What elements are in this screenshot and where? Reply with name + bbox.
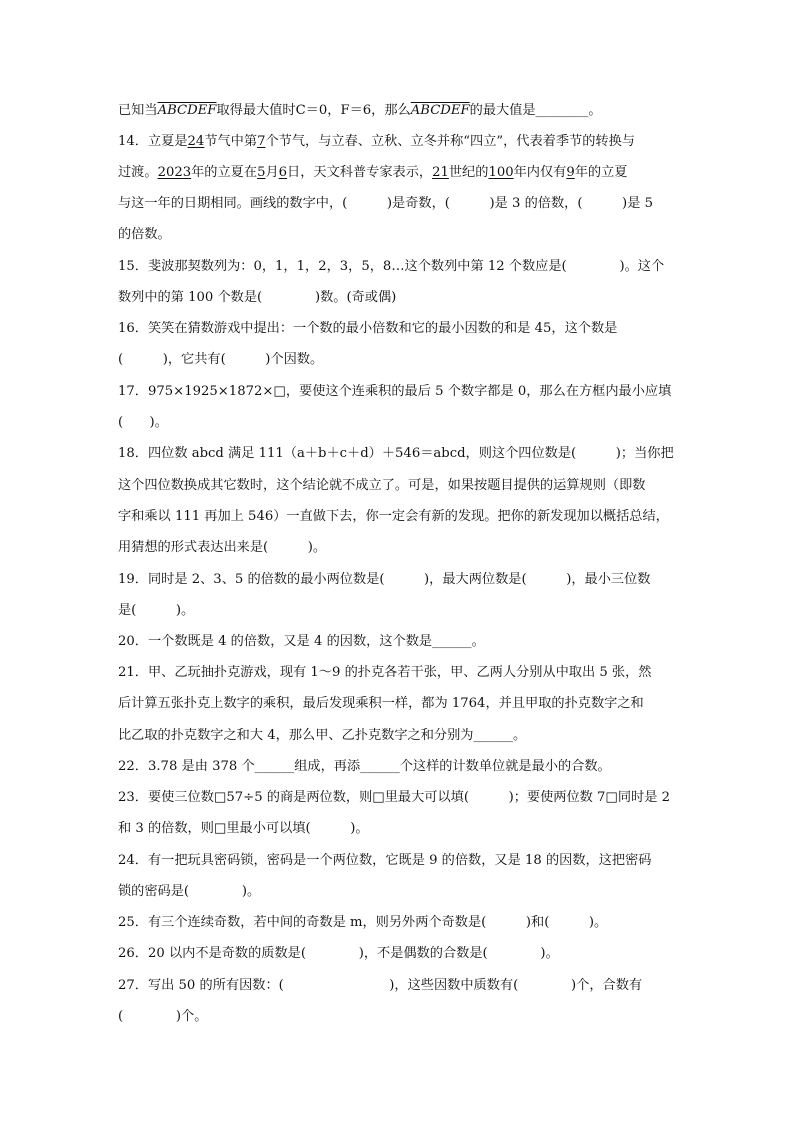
underlined-number: 100 — [488, 165, 514, 180]
text-segment: 个节气，与立春、立秋、立冬并称“四立”，代表着季节的转换与 — [265, 134, 635, 149]
underlined-number: 2023 — [157, 165, 192, 180]
text-segment: 已知当 — [118, 103, 158, 118]
text-segment: 的倍数。 — [118, 227, 171, 242]
text-segment: 25．有三个连续奇数，若中间的奇数是 m，则另外两个奇数是( )和( )。 — [118, 915, 608, 930]
text-segment: ( )个。 — [118, 1009, 208, 1024]
text-segment: 22．3.78 是由 378 个______组成，再添______个这样的计数单位就是最小的合数。 — [118, 759, 611, 774]
text-segment: 14．立夏是 — [118, 134, 188, 149]
text-line — [118, 570, 678, 590]
text-line — [118, 350, 678, 370]
text-line — [118, 163, 678, 183]
text-segment: 锁的密码是( )。 — [118, 884, 261, 899]
text-line — [118, 819, 678, 839]
text-line — [118, 663, 678, 683]
text-line — [118, 476, 678, 496]
text-segment: 18．四位数 abcd 满足 111（a＋b＋c＋d）＋546＝abcd，则这个四位数是( )；当你把 — [118, 446, 674, 461]
text-segment: 数列中的第 100 个数是( )数。(奇或偶) — [118, 290, 397, 305]
text-segment: 比乙取的扑克数字之和大 4，那么甲、乙扑克数字之和分别为______。 — [118, 728, 527, 743]
text-segment: 21．甲、乙玩抽扑克游戏，现有 1～9 的扑克各若干张，甲、乙两人分别从中取出 5 张，然 — [118, 665, 652, 680]
text-line — [118, 288, 678, 308]
text-line — [118, 1007, 678, 1027]
text-line — [118, 194, 678, 214]
text-segment: 年内仅有 — [513, 165, 567, 180]
text-segment: 27．写出 50 的所有因数：( )，这些因数中质数有( )个，合数有 — [118, 978, 643, 993]
text-segment: ( )。 — [118, 415, 168, 430]
text-line — [118, 882, 678, 902]
text-segment: 这个四位数换成其它数时，这个结论就不成立了。可是，如果按题目提供的运算规则（即数 — [118, 478, 646, 493]
text-segment: 和 3 的倍数，则□里最小可以填( )。 — [118, 821, 369, 836]
text-line — [118, 913, 678, 933]
text-line — [118, 225, 678, 245]
text-line — [118, 413, 678, 433]
text-segment: 年的立夏 — [574, 165, 628, 180]
overlined-number: ABCDEF — [410, 103, 470, 118]
text-segment: 的最大值是________。 — [469, 103, 602, 118]
underlined-number: 5 — [257, 165, 266, 180]
text-segment: 17．975×1925×1872×□，要使这个连乘积的最后 5 个数字都是 0，那么在方框内最小应填 — [118, 384, 672, 399]
text-line — [118, 538, 678, 558]
underlined-number: 24 — [187, 134, 205, 149]
text-line — [118, 257, 678, 277]
text-segment: 后计算五张扑克上数字的乘积，最后发现乘积一样，都为 1764，并且甲取的扑克数字之和 — [118, 696, 644, 711]
text-segment: 月 — [265, 165, 279, 180]
text-segment: 24．有一把玩具密码锁，密码是一个两位数，它既是 9 的倍数，又是 18 的因数，这把密码 — [118, 853, 652, 868]
text-segment: 23．要使三位数□57÷5 的商是两位数，则□里最大可以填( )；要使两位数 7□同时是 2 — [118, 790, 671, 805]
text-segment: 与这一年的日期相同。画线的数字中，( )是奇数，( )是 3 的倍数，( )是 5 — [118, 196, 653, 211]
text-segment: 是( )。 — [118, 603, 195, 618]
text-line — [118, 757, 678, 777]
text-segment: 节气中第 — [204, 134, 258, 149]
text-line — [118, 851, 678, 871]
text-segment: 年的立夏在 — [191, 165, 258, 180]
text-line — [118, 132, 678, 152]
text-line — [118, 101, 678, 121]
text-segment: 15．斐波那契数列为：0，1，1，2，3，5，8…这个数列中第 12 个数应是( )。这个 — [118, 259, 665, 274]
text-line — [118, 319, 678, 339]
text-line — [118, 632, 678, 652]
text-line — [118, 444, 678, 464]
text-line — [118, 788, 678, 808]
text-line — [118, 976, 678, 996]
text-line — [118, 382, 678, 402]
text-line — [118, 694, 678, 714]
text-line — [118, 507, 678, 527]
text-segment: 19．同时是 2、3、5 的倍数的最小两位数是( )，最大两位数是( )，最小三位数 — [118, 572, 651, 587]
text-segment: 20．一个数既是 4 的倍数，又是 4 的因数，这个数是______。 — [118, 634, 485, 649]
underlined-number: 7 — [257, 134, 266, 149]
text-segment: 取得最大值时C＝0，F＝6，那么 — [216, 103, 411, 118]
underlined-number: 6 — [278, 165, 288, 180]
text-line — [118, 944, 678, 964]
text-segment: 过渡。 — [118, 165, 158, 180]
text-segment: 世纪的 — [448, 165, 489, 180]
text-line — [118, 726, 678, 746]
underlined-number: 21 — [432, 165, 449, 180]
text-segment: 用猜想的形式表达出来是( )。 — [118, 540, 327, 555]
text-segment: 16．笑笑在猜数游戏中提出：一个数的最小倍数和它的最小因数的和是 45，这个数是 — [118, 321, 618, 336]
text-segment: 日，天文科普专家表示， — [287, 165, 433, 180]
overlined-number: ABCDEF — [157, 103, 217, 118]
text-segment: ( )，它共有( )个因数。 — [118, 352, 324, 367]
underlined-number: 9 — [566, 165, 575, 180]
text-segment: 26．20 以内不是奇数的质数是( )，不是偶数的合数是( )。 — [118, 946, 559, 961]
text-line — [118, 601, 678, 621]
text-segment: 字和乘以 111 再加上 546）一直做下去，你一定会有新的发现。把你的新发现加以概括总结， — [118, 509, 669, 524]
